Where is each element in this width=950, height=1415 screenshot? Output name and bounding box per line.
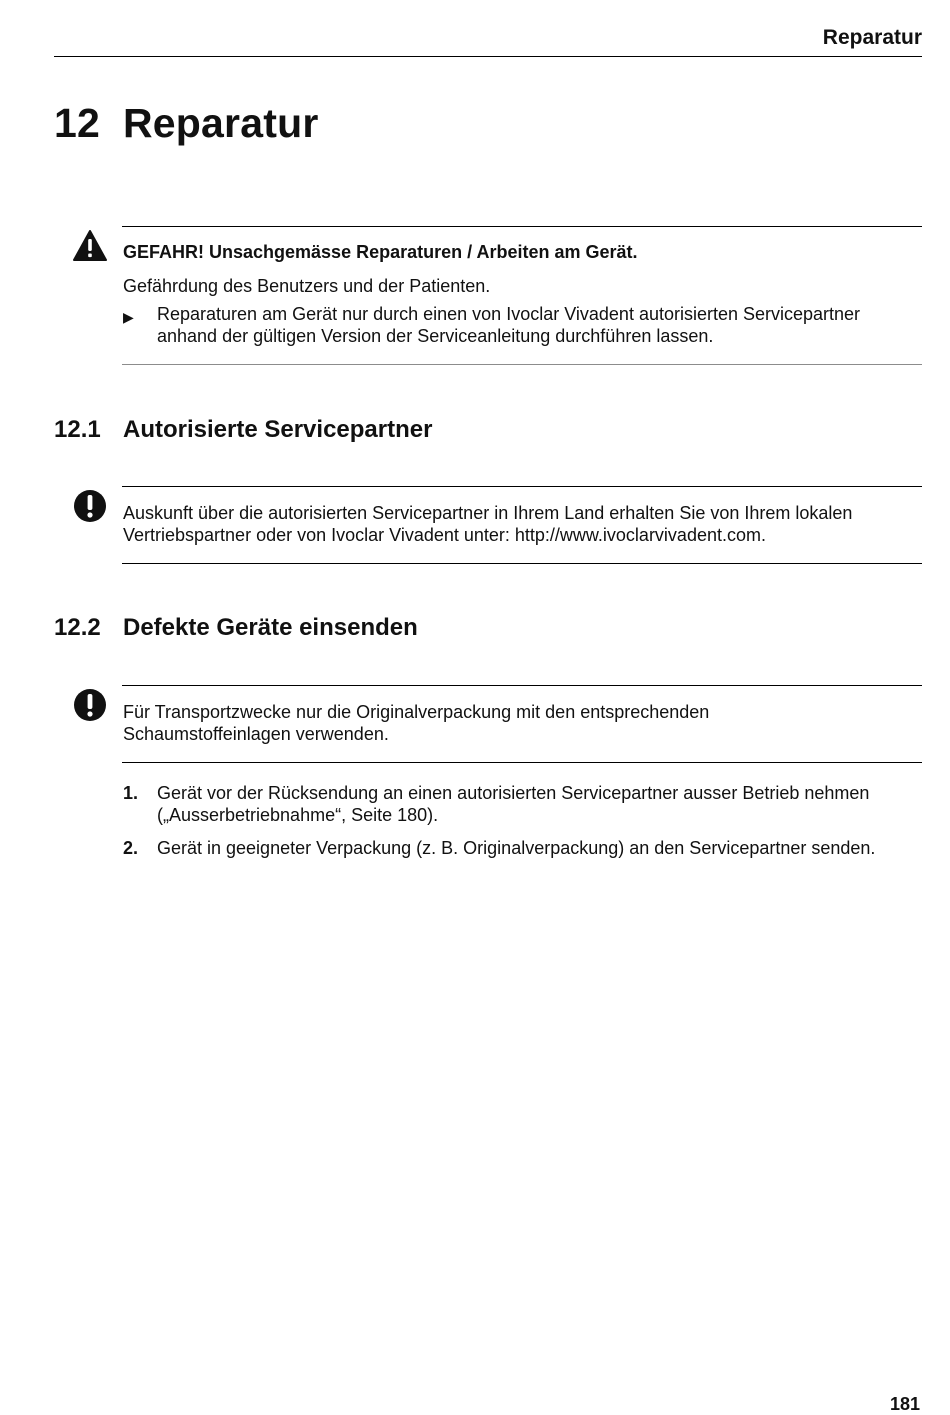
notice-line: Vertriebspartner oder von Ivoclar Vivadent unter: http://www.ivoclarvivadent.com. [123, 525, 766, 545]
running-header-title: Reparatur [822, 26, 922, 49]
section-heading-12-2 [54, 614, 418, 642]
section-number: 12.1 [54, 416, 101, 443]
notice-line: Für Transportzwecke nur die Originalverpackung mit den entsprechenden [123, 702, 710, 722]
step-line: Gerät in geeigneter Verpackung (z. B. Originalverpackung) an den Servicepartner senden. [157, 838, 876, 858]
notice-line: Schaumstoffeinlagen verwenden. [123, 724, 389, 744]
notice-line: Auskunft über die autorisierten Servicepartner in Ihrem Land erhalten Sie von Ihrem lokalen [123, 503, 853, 523]
notice-text [123, 701, 923, 745]
danger-bullet-line: anhand der gültigen Version der Serviceanleitung durchführen lassen. [157, 326, 714, 346]
danger-bullet [123, 303, 923, 347]
step-line: („Ausserbetriebnahme“, Seite 180). [157, 805, 439, 825]
notice-bottom-rule [122, 762, 922, 763]
notice-text [123, 502, 923, 546]
bullet-arrow-icon: ▶ [123, 309, 134, 325]
danger-top-rule [122, 226, 922, 227]
danger-bottom-rule [122, 364, 922, 365]
chapter-title: Reparatur [123, 100, 319, 146]
notice-top-rule [122, 486, 922, 487]
header-divider [54, 56, 922, 57]
danger-text: Gefährdung des Benutzers und der Patienten. [123, 276, 491, 296]
exclamation-circle-icon [73, 688, 107, 722]
chapter-number: 12 [54, 100, 101, 146]
chapter-heading [54, 100, 318, 147]
danger-bullet-line: Reparaturen am Gerät nur durch einen von Ivoclar Vivadent autorisierten Servicepartner [157, 304, 861, 324]
exclamation-circle-icon [73, 489, 107, 523]
step-line: Gerät vor der Rücksendung an einen autorisierten Servicepartner ausser Betrieb nehmen [157, 783, 870, 803]
step-number: 1. [123, 783, 139, 803]
danger-title: GEFAHR! Unsachgemässe Reparaturen / Arbeiten am Gerät. [123, 242, 638, 262]
section-number: 12.2 [54, 614, 101, 641]
warning-triangle-icon [72, 229, 108, 263]
step-number: 2. [123, 838, 139, 858]
section-heading-12-1 [54, 416, 432, 444]
notice-top-rule [122, 685, 922, 686]
page-number: 181 [889, 1394, 920, 1414]
section-title: Defekte Geräte einsenden [123, 614, 418, 641]
step-item [123, 837, 923, 859]
notice-bottom-rule [122, 563, 922, 564]
step-item [123, 782, 923, 826]
section-title: Autorisierte Servicepartner [123, 416, 433, 443]
